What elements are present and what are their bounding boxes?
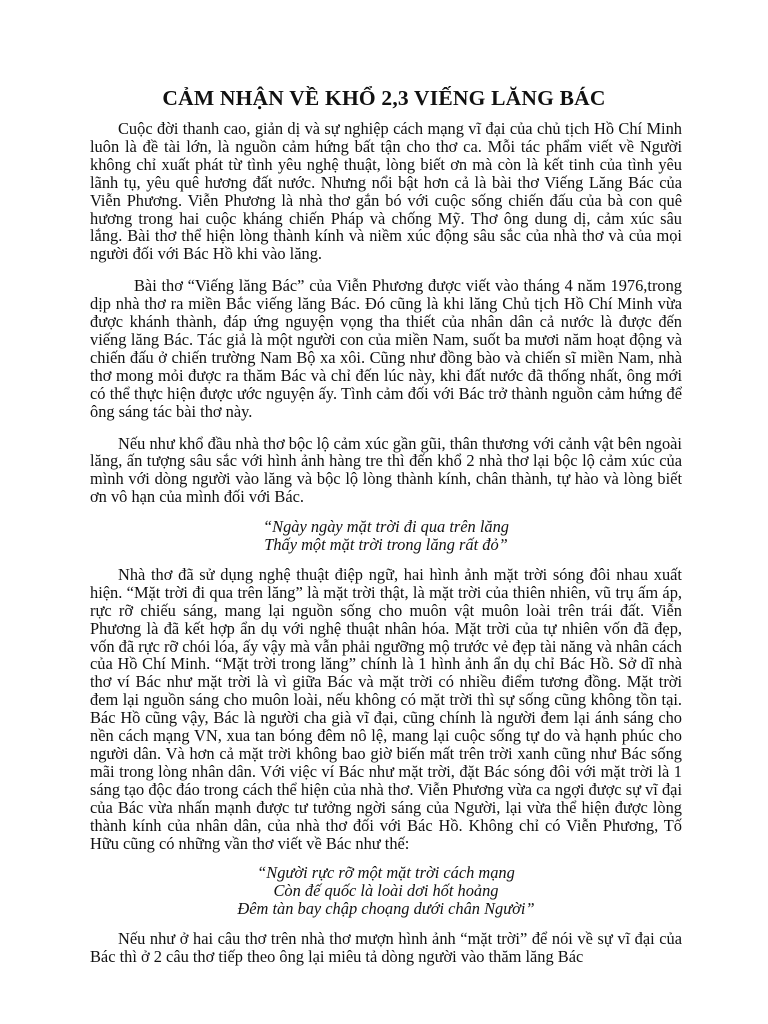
verse-line: Còn đế quốc là loài dơi hốt hoảng (273, 881, 499, 901)
document-title: CẢM NHẬN VỀ KHỔ 2,3 VIẾNG LĂNG BÁC (162, 86, 606, 110)
paragraph-conclusion: Nếu như ở hai câu thơ trên nhà thơ mượn hình ảnh “mặt trời” để nói về sự vĩ đại của Bác thì ở 2 câu thơ tiếp theo ông lại miêu tả dòng người vào thăm lăng Bác (90, 929, 682, 967)
verse-quote-to-huu (90, 864, 682, 918)
verse-line: “Ngày ngày mặt trời đi qua trên lăng (263, 517, 509, 537)
verse-quote-sun (90, 518, 682, 554)
paragraph-context: Bài thơ “Viếng lăng Bác” của Viễn Phương được viết vào tháng 4 năm 1976,trong dịp nhà thơ ra miền Bắc viếng lăng Bác. Đó cũng là khi lăng Chủ tịch Hồ Chí Minh vừa được khánh thành, đáp ứng nguyện vọng tha thiết của nhân dân cả nước là được đến viếng lăng Bác. Tác giả là một người con của miền Nam, suốt ba mươi năm hoạt động và chiến đấu ở chiến trường Nam Bộ xa xôi. Cũng như đồng bào và chiến sĩ miền Nam, nhà thơ mong mỏi được ra thăm Bác và chỉ đến lúc này, khi đất nước đã thống nhất, ông mới có thể thực hiện được ước nguyện ấy. Tình cảm đối với Bác trở thành nguồn cảm hứng để ông sáng tác bài thơ này. (90, 276, 682, 421)
verse-line: Đêm tàn bay chập choạng dưới chân Người” (237, 899, 535, 919)
verse-line: Thấy một mặt trời trong lăng rất đỏ” (264, 535, 508, 555)
verse-line: “Người rực rỡ một mặt trời cách mạng (257, 863, 515, 883)
paragraph-stanza-two: Nếu như khổ đầu nhà thơ bộc lộ cảm xúc gần gũi, thân thương với cảnh vật bên ngoài lăng, ấn tượng sâu sắc với hình ảnh hàng tre thì đến khổ 2 nhà thơ lại bộc lộ cảm xúc của mình với dòng người vào lăng và bộc lộ lòng thành kính, chân thành, tự hào và lòng biết ơn vô hạn của mình đối với Bác. (90, 433, 682, 507)
document-body (90, 120, 682, 966)
paragraph-analysis: Nhà thơ đã sử dụng nghệ thuật điệp ngữ, hai hình ảnh mặt trời sóng đôi nhau xuất hiện. “Mặt trời đi qua trên lăng” là mặt trời thật, là mặt trời của thiên nhiên, vũ trụ ấm áp, rực rỡ chiếu sáng, mang lại nguồn sống cho muôn vật muôn loài trên trái đất. Viễn Phương là đã kết hợp ẩn dụ với nghệ thuật nhân hóa. Mặt trời của tự nhiên vốn đã đẹp, vốn đã rực rỡ chói lóa, ấy vậy mà vẫn phải ngưỡng mộ trước vẻ đẹp tài năng và nhân cách của Hồ Chí Minh. “Mặt trời trong lăng” chính là 1 hình ảnh ẩn dụ chỉ Bác Hồ. Sở dĩ nhà thơ ví Bác như mặt trời là vì giữa Bác và mặt trời có nhiều điểm tương đồng. Mặt trời đem lại nguồn sáng cho muôn loài, nếu không có mặt trời thì sự sống cũng không tồn tại. Bác Hồ cũng vậy, Bác là người cha già vĩ đại, cũng chính là người đem lại ánh sáng cho nền cách mạng VN, xua tan bóng đêm nô lệ, mang lại cuộc sống tự do và hạnh phúc cho người dân. Và hơn cả mặt trời không bao giờ biến mất trên trời xanh cũng như Bác sống mãi trong lòng nhân dân. Với việc ví Bác như mặt trời, đặt Bác sóng đôi với mặt trời là 1 sáng tạo độc đáo trong cách thể hiện của nhà thơ. Viễn Phương vừa ca ngợi được sự vĩ đại của Bác vừa nhấn mạnh được tư tưởng ngời sáng của Người, lại vừa thể hiện được lòng thành kính của nhân dân, của nhà thơ đối với Bác Hồ. Không chỉ có Viễn Phương, Tố Hữu cũng có những vần thơ viết về Bác như thế: (90, 564, 682, 853)
paragraph-intro: Cuộc đời thanh cao, giản dị và sự nghiệp cách mạng vĩ đại của chủ tịch Hồ Chí Minh luôn là đề tài lớn, là nguồn cảm hứng bất tận cho thơ ca. Mỗi tác phẩm viết về Người không chỉ xuất phát từ tình yêu nghệ thuật, lòng biết ơn mà còn là kết tinh của tình yêu lãnh tụ, yêu quê hương đất nước. Nhưng nổi bật hơn cả là bài thơ Viếng Lăng Bác của Viễn Phương. Viễn Phương là nhà thơ gắn bó với cuộc sống chiến đấu của bà con quê hương trong hai cuộc kháng chiến Pháp và chống Mỹ. Thơ ông dung dị, cảm xúc sâu lắng. Bài thơ thể hiện lòng thành kính và niềm xúc động sâu sắc của nhà thơ và của mọi người đối với Bác Hồ khi vào lăng. (90, 119, 682, 264)
